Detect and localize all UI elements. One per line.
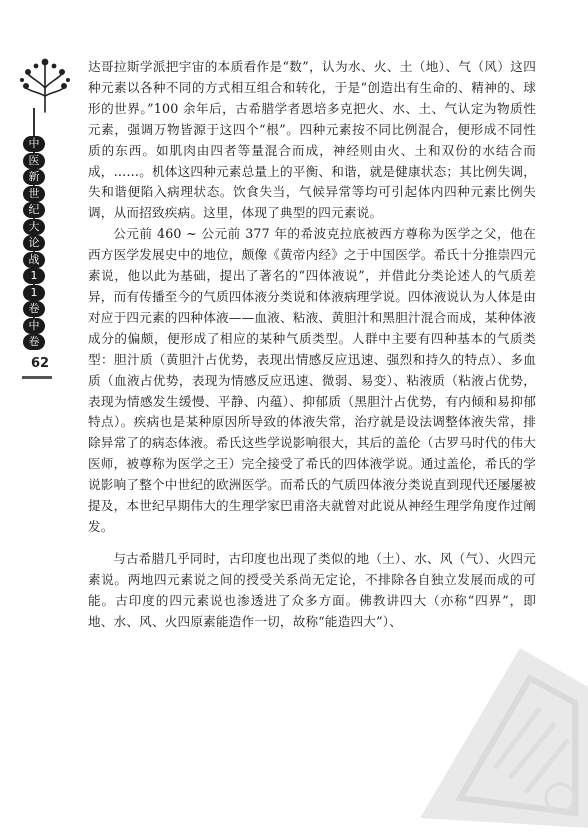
tree-ornament-icon — [14, 52, 76, 114]
series-title-char: 新 — [23, 169, 45, 185]
page-number: 62 — [30, 356, 50, 371]
series-title-vertical — [19, 136, 49, 351]
left-margin-decoration — [0, 0, 80, 840]
series-title-char: 1 — [23, 285, 45, 301]
series-title-char: 世 — [23, 186, 45, 202]
paragraph-1: 达哥拉斯学派把宇宙的本质看作是“数”，认为水、火、土（地）、气（风）这四种元素以各种不同的方式相互组合和转化，于是“创造出有生命的、精神的、球形的世界。”100 余年后，古希腊学者恩培多克把火、水、土、气认定为物质性元素，强调万物皆源于这四个“根”。四种元素按不同比例混合，便形成不同性质的东西。如肌肉由四者等量混合而成，神经则由火、土和双份的水结合而成，……。机体这四种元素总量上的平衡、和谐，就是健康状态；其比例失调，失和谐便陷入病理状态。饮食失当，气候异常等均可引起体内四种元素比例失调，从而招致疾病。这里，体现了典型的四元素说。 — [88, 59, 536, 221]
paragraph-2: 公元前 460 ~ 公元前 377 年的希波克拉底被西方尊称为医学之父，他在西方医学发展史中的地位，颇像《黄帝内经》之于中国医学。希氏十分推崇四元素说，他以此为基础，提出了著名的“四体液说”，并借此分类论述人的气质差异，而有传播至今的气质四体液分类说和体液病理学说。四体液说认为人体是由对应于四元素的四种体液——血液、粘液、黄胆汁和黑胆汁混合而成，某种体液成分的偏颇，便形成了相应的某种气质类型。人群中主要有四种基本的气质类型：胆汁质（黄胆汁占优势，表现出情感反应迅速、强烈和持久的特点）、多血质（血液占优势，表现为情感反应迅速、微弱、易变）、粘液质（粘液占优势，表现为情感发生缓慢、平静、内蕴）、抑郁质（黑胆汁占优势，有内倾和易抑郁特点）。疾病也是某种原因所导致的体液失常，治疗就是设法调整体液失常，排除异常了的病态体液。希氏这些学说影响很大，其后的盖伦（古罗马时代的伟大医师，被尊称为医学之王）完全接受了希氏的四体液学说。通过盖伦，希氏的学说影响了整个中世纪的欧洲医学。而希氏的气质四体液分类说直到现代还屡屡被提及，本世纪早期伟大的生理学家巴甫洛夫就曾对此说从神经生理学角度作过阐发。 — [88, 226, 536, 534]
paragraph-3: 与古希腊几乎同时，古印度也出现了类似的地（土）、水、风（气）、火四元素说。两地四元素说之间的授受关系尚无定论，不排除各自独立发展而成的可能。古印度的四元素说也渗透进了众多方面。佛教讲四大（亦称“四界”，即地、水、风、火四原素能造作一切，故称“能造四大”）、 — [88, 550, 536, 629]
main-text — [88, 57, 536, 632]
series-title-char: 战 — [23, 252, 45, 268]
watermark-seal-icon — [400, 628, 588, 828]
series-title-char: 卷 — [23, 334, 45, 350]
page-number-underline — [22, 376, 52, 379]
series-title-char: 中 — [23, 318, 45, 334]
series-title-char: 论 — [23, 235, 45, 251]
series-title-char: 医 — [23, 153, 45, 169]
series-title-char: 纪 — [23, 202, 45, 218]
series-title-char: 大 — [23, 219, 45, 235]
series-title-char: 中 — [23, 136, 45, 152]
series-title-char: 卷 — [23, 301, 45, 317]
series-title-char: 1 — [23, 268, 45, 284]
